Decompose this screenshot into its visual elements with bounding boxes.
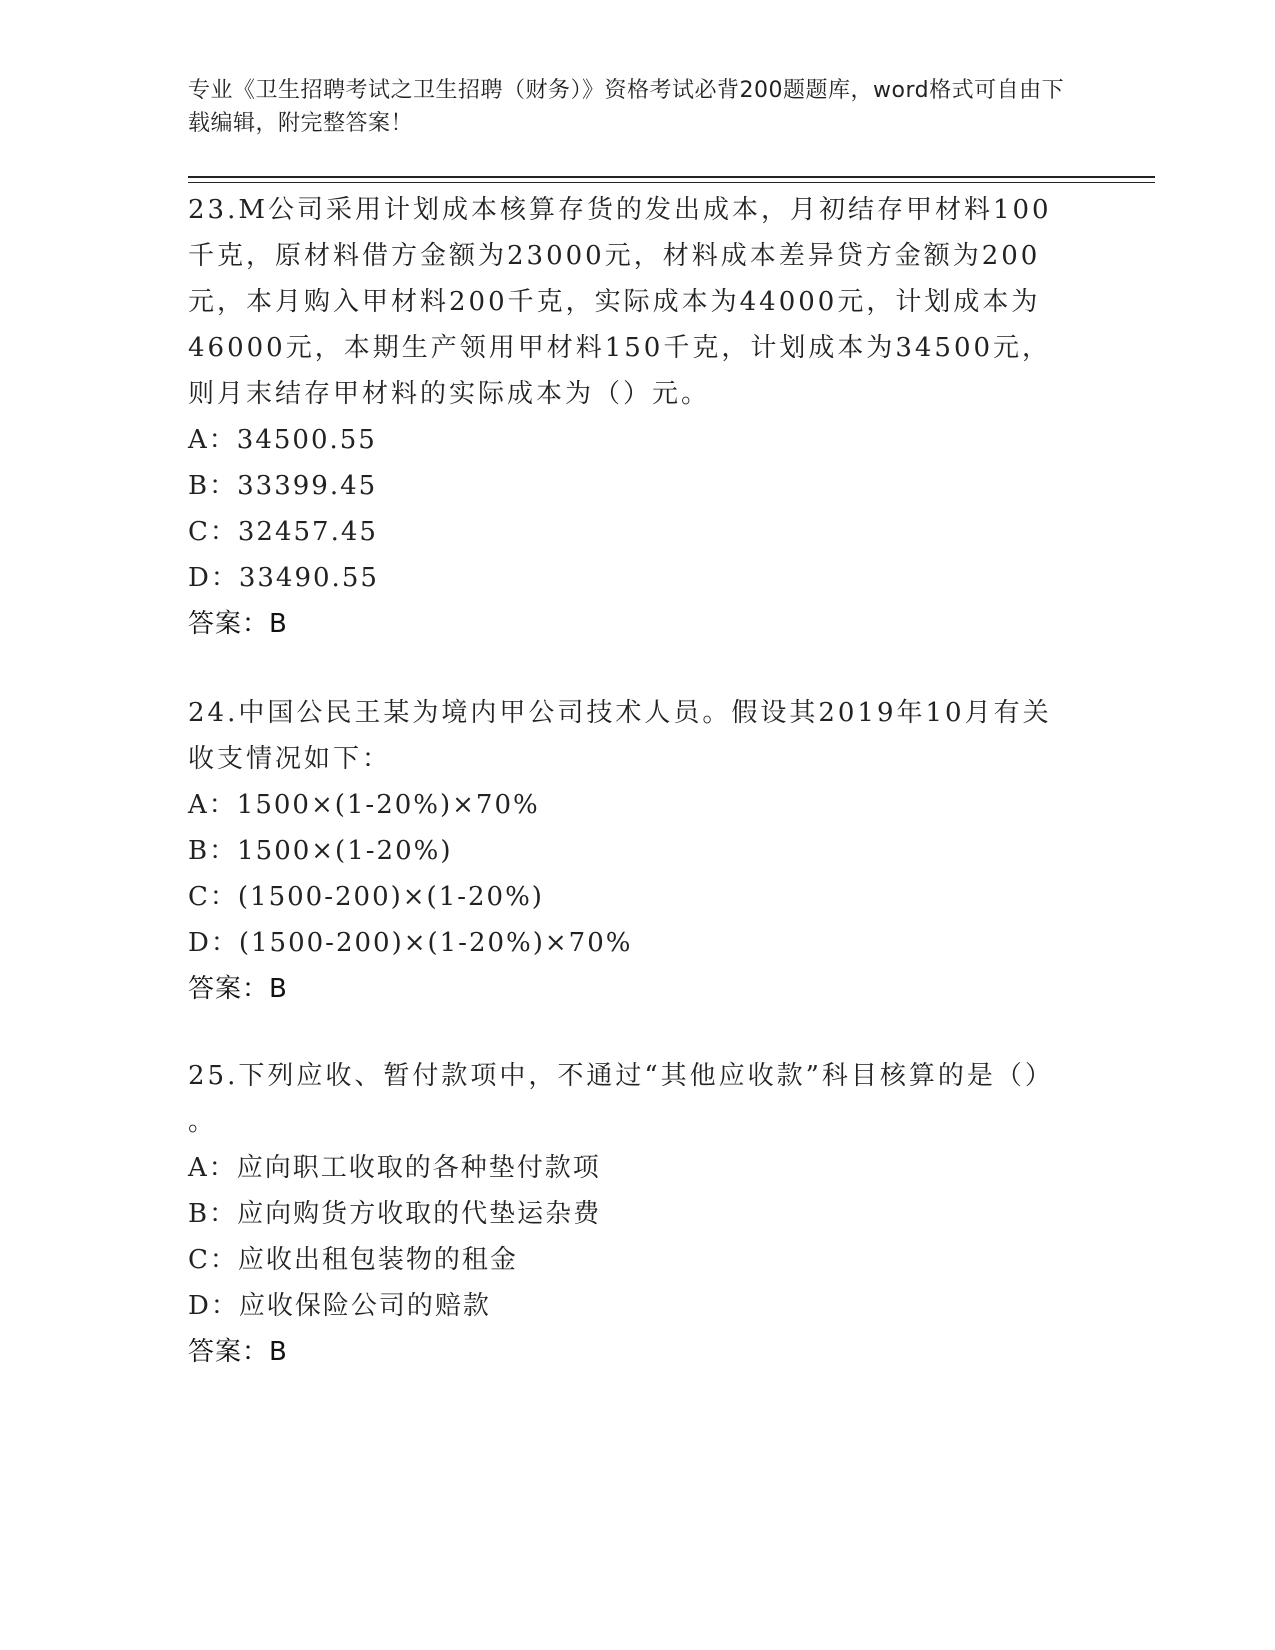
- option-b: B：33399.45: [188, 471, 378, 501]
- question-stem-tail: 。: [188, 1107, 215, 1137]
- option-a: A：应向职工收取的各种垫付款项: [188, 1153, 601, 1183]
- answer: 答案：B: [188, 1337, 288, 1367]
- option-c: C：(1500-200)×(1-20%): [188, 882, 544, 912]
- option-d: D：33490.55: [188, 563, 379, 593]
- question-stem: 25.下列应收、暂付款项中，不通过“其他应收款”科目核算的是（）: [188, 1061, 1054, 1091]
- answer: 答案：B: [188, 609, 288, 639]
- question-24: [188, 690, 1068, 1012]
- option-b: B：应向购货方收取的代垫运杂费: [188, 1199, 602, 1229]
- question-stem: 23.M公司采用计划成本核算存货的发出成本，月初结存甲材料100千克，原材料借方金额为23000元，材料成本差异贷方金额为200元，本月购入甲材料200千克，实际成本为44000元，计划成本为46000元，本期生产领用甲材料150千克，计划成本为34500元，则月末结存甲材料的实际成本为（）元。: [188, 195, 1052, 409]
- question-25: [188, 1053, 1068, 1375]
- question-stem: 24.中国公民王某为境内甲公司技术人员。假设其2019年10月有关收支情况如下：: [188, 698, 1052, 774]
- document-intro: 专业《卫生招聘考试之卫生招聘（财务）》资格考试必背200题题库，word格式可自由下载编辑，附完整答案！: [188, 78, 1065, 136]
- option-b: B：1500×(1-20%): [188, 836, 453, 866]
- option-c: C：32457.45: [188, 517, 378, 547]
- header-divider-thin: [188, 182, 1155, 183]
- option-d: D：(1500-200)×(1-20%)×70%: [188, 928, 633, 958]
- question-23: [188, 187, 1068, 647]
- option-d: D：应收保险公司的赔款: [188, 1291, 491, 1321]
- answer: 答案：B: [188, 974, 288, 1004]
- option-a: A：1500×(1-20%)×70%: [188, 790, 540, 820]
- header-divider-thick: [188, 176, 1155, 178]
- option-a: A：34500.55: [188, 425, 377, 455]
- option-c: C：应收出租包装物的租金: [188, 1245, 518, 1275]
